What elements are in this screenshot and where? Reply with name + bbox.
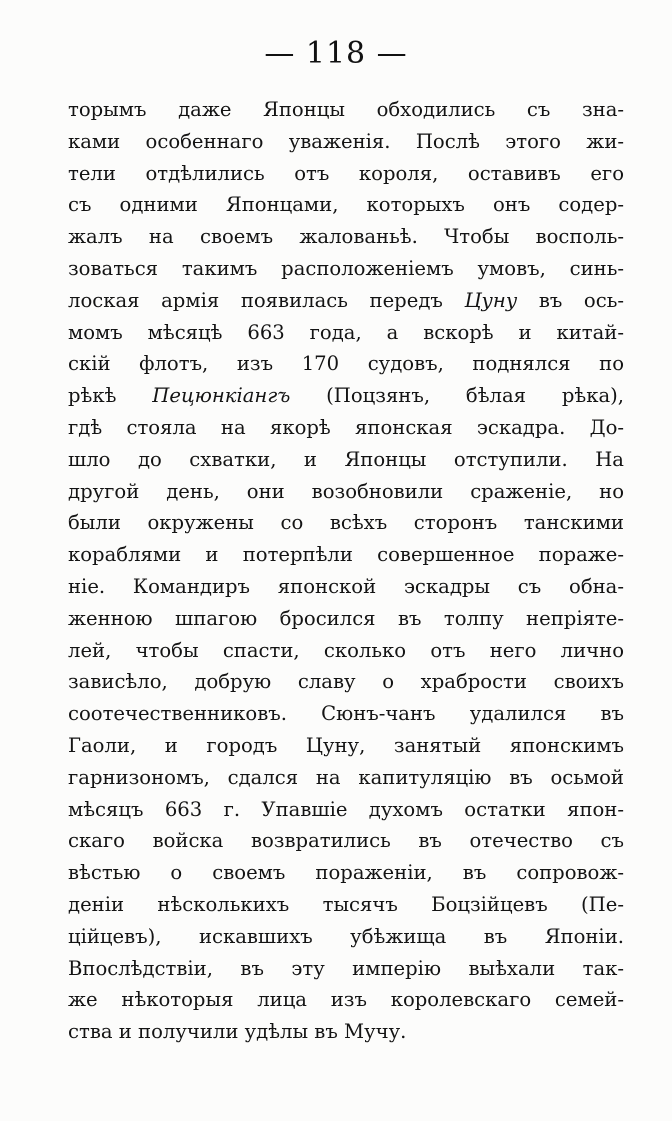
line-text: скій флотъ, изъ 170 судовъ, поднялся по <box>68 352 624 376</box>
line-text: момъ мѣсяцѣ 663 года, а вскорѣ и китай- <box>68 320 624 344</box>
text-line <box>68 539 624 571</box>
text-line <box>68 444 624 476</box>
line-text: мѣсяцъ 663 г. Упавшіе духомъ остатки япон- <box>68 797 624 821</box>
text-line <box>68 984 624 1016</box>
line-text: торымъ даже Японцы обходились съ зна- <box>68 98 624 121</box>
line-text: шло до схватки, и Японцы отступили. На <box>68 447 624 471</box>
line-text: гарнизономъ, сдался на капитуляцію въ осьмой <box>68 765 624 789</box>
text-line <box>68 825 624 857</box>
line-text: кораблями и потерпѣли совершенное пораже- <box>68 543 624 567</box>
text-line <box>68 794 624 826</box>
line-text: соотечественниковъ. Сюнъ-чанъ удалился въ <box>68 702 624 726</box>
line-text: гдѣ стояла на якорѣ японская эскадра. До- <box>68 415 624 439</box>
line-text: другой день, они возобновили сраженіе, но <box>68 479 624 503</box>
line-text: вѣстью о своемъ пораженіи, въ сопровож- <box>68 861 624 885</box>
line-text: ства и получили удѣлы въ Мучу. <box>68 1020 407 1044</box>
line-text: въ ось- <box>517 288 624 312</box>
line-text: ками особеннаго уваженія. Послѣ этого жи- <box>68 129 624 153</box>
text-line <box>68 412 624 444</box>
text-line <box>68 698 624 730</box>
text-line <box>68 921 624 953</box>
line-text: тели отдѣлились отъ короля, оставивъ его <box>68 161 624 185</box>
text-line <box>68 666 624 698</box>
line-text: Впослѣдствіи, въ эту имперію выѣхали так- <box>68 956 624 980</box>
text-line <box>68 317 624 349</box>
body-text <box>68 94 624 1048</box>
line-text: зоваться такимъ расположеніемъ умовъ, синь- <box>68 256 624 280</box>
text-line <box>68 253 624 285</box>
text-line <box>68 1016 624 1048</box>
text-line <box>68 285 624 317</box>
text-line <box>68 348 624 380</box>
line-text: женною шпагою бросился въ толпу непріяте- <box>68 606 624 630</box>
page-number: — 118 — <box>264 36 408 71</box>
text-line <box>68 507 624 539</box>
line-text: жалъ на своемъ жалованьѣ. Чтобы восполь- <box>68 225 624 249</box>
line-text: деніи нѣсколькихъ тысячъ Боцзійцевъ (Пе- <box>68 892 624 916</box>
line-text: рѣкѣ <box>68 384 153 408</box>
italic-text: Пецюнкіангъ <box>152 384 291 408</box>
text-line <box>68 380 624 412</box>
text-line <box>68 603 624 635</box>
line-text: были окружены со всѣхъ сторонъ танскими <box>68 511 624 535</box>
text-line <box>68 476 624 508</box>
text-line <box>68 94 624 126</box>
text-line <box>68 953 624 985</box>
line-text: лоская армія появилась передъ <box>68 288 465 312</box>
text-line <box>68 762 624 794</box>
text-line <box>68 635 624 667</box>
text-line <box>68 126 624 158</box>
text-line <box>68 571 624 603</box>
text-line <box>68 730 624 762</box>
line-text: же нѣкоторыя лица изъ королевскаго семей- <box>68 988 624 1012</box>
italic-text: Цуну <box>464 288 518 312</box>
text-line <box>68 189 624 221</box>
line-text: ційцевъ), искавшихъ убѣжища въ Японіи. <box>68 924 624 948</box>
line-text: съ одними Японцами, которыхъ онъ содер- <box>68 193 624 217</box>
text-line <box>68 158 624 190</box>
text-line <box>68 889 624 921</box>
line-text: Гаоли, и городъ Цуну, занятый японскимъ <box>68 733 624 757</box>
line-text: (Поцзянъ, бѣлая рѣка), <box>290 384 624 408</box>
text-line <box>68 857 624 889</box>
line-text: скаго войска возвратились въ отечество съ <box>68 829 624 853</box>
line-text: ніе. Командиръ японской эскадры съ обна- <box>68 574 624 598</box>
text-line <box>68 221 624 253</box>
line-text: лей, чтобы спасти, сколько отъ него лично <box>68 638 624 662</box>
line-text: зависѣло, добрую славу о храбрости своихъ <box>68 670 624 694</box>
